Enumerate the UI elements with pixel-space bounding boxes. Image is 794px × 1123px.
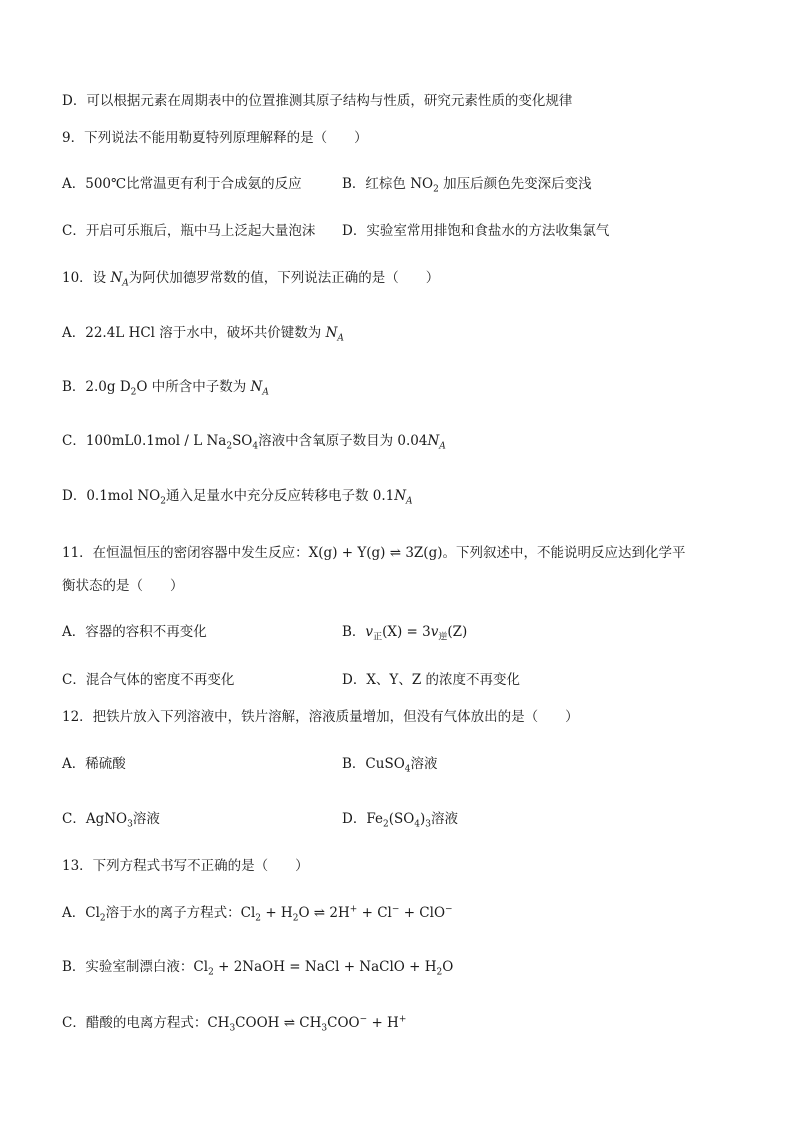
q12-option-a: A．稀硫酸	[62, 756, 126, 772]
q10-option-b: B．2.0g $D_2O$ 中所含中子数为 $N_A$	[62, 379, 269, 398]
q10-option-a: A．22.4L HCl 溶于水中，破坏共价键数为 $N_A$	[62, 325, 344, 344]
question-11-line-1: 11．在恒温恒压的密闭容器中发生反应：X(g) + Y(g) ⇌ 3Z(g)。下列叙述中，不能说明反应达到化学平	[62, 545, 686, 561]
q10-option-d: D．0.1mol $NO_2$通入足量水中充分反应转移电子数 $0.1N_A$	[62, 488, 413, 507]
q10-option-c: C．100mL0.1mol / L $Na_2SO_4$溶液中含氧原子数目为 $0.04N_A$	[62, 433, 446, 452]
question-12: 12．把铁片放入下列溶液中，铁片溶解，溶液质量增加，但没有气体放出的是（ ）	[62, 709, 579, 725]
question-10: 10．设 $N_A$为阿伏加德罗常数的值，下列说法正确的是（ ）	[62, 270, 440, 289]
q9-option-a: A．500℃比常温更有利于合成氨的反应	[62, 176, 302, 192]
q9-option-c: C．开启可乐瓶后，瓶中马上泛起大量泡沫	[62, 223, 316, 239]
q11-option-d: D．X、Y、Z 的浓度不再变化	[342, 672, 521, 688]
q9-option-b: B．红棕色 $NO_2$ 加压后颜色先变深后变浅	[342, 176, 592, 195]
q13-option-a: A．$Cl_2$溶于水的离子方程式：$Cl_2 + H_2O$ ⇌ 2H+ + Cl− + ClO−	[62, 904, 453, 924]
q12-option-c: C．AgNO$_3$溶液	[62, 811, 160, 830]
q13-option-c: C．醋酸的电离方程式：$CH_3COOH$ ⇌ $CH_3COO^- + H^+$	[62, 1014, 407, 1034]
question-11-line-2: 衡状态的是（ ）	[62, 578, 184, 594]
q9-option-d: D．实验室常用排饱和食盐水的方法收集氯气	[342, 223, 610, 239]
q11-option-b: B．$v_正(X) = 3v_逆(Z)$	[342, 624, 468, 643]
question-13: 13．下列方程式书写不正确的是（ ）	[62, 858, 309, 874]
q12-option-d: D．$Fe_2(SO_4)_3$溶液	[342, 811, 459, 830]
q13-option-b: B．实验室制漂白液：$Cl_2$ + 2NaOH = NaCl + NaClO + $H_2O$	[62, 959, 454, 978]
question-9: 9．下列说法不能用勒夏特列原理解释的是（ ）	[62, 130, 368, 146]
q11-option-a: A．容器的容积不再变化	[62, 624, 207, 640]
option-d-prev: D．可以根据元素在周期表中的位置推测其原子结构与性质，研究元素性质的变化规律	[62, 93, 573, 109]
q11-option-c: C．混合气体的密度不再变化	[62, 672, 235, 688]
q12-option-b: B．CuSO$_4$溶液	[342, 756, 438, 775]
